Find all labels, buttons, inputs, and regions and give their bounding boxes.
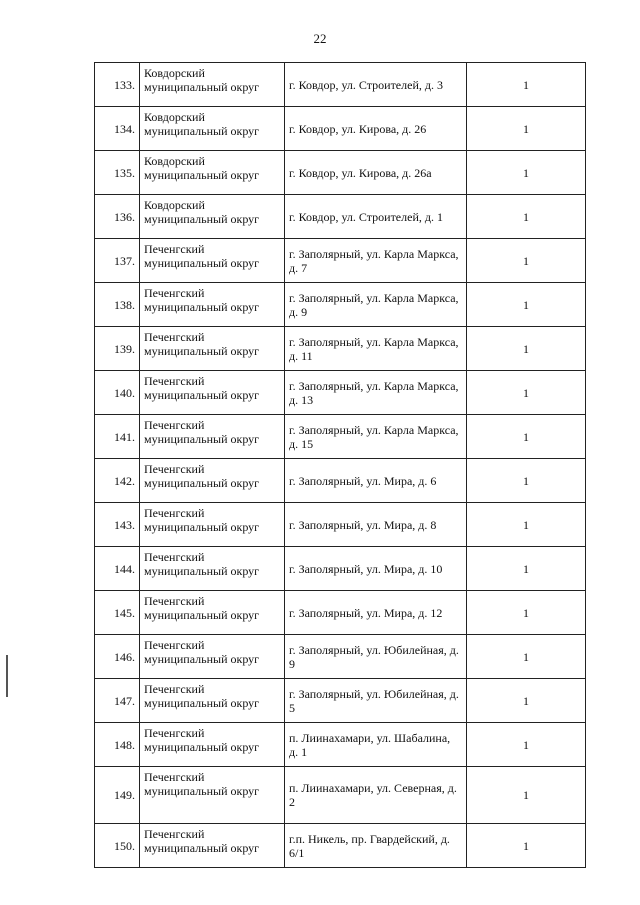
quantity-cell: 1: [467, 503, 586, 547]
row-number: 147.: [95, 679, 140, 723]
quantity-cell: 1: [467, 459, 586, 503]
district-cell: Печенгский муниципальный округ: [140, 591, 285, 635]
row-number: 140.: [95, 371, 140, 415]
address-cell: г.п. Никель, пр. Гвардейский, д. 6/1: [285, 824, 467, 868]
table-row: [95, 547, 586, 591]
page-number: 22: [313, 31, 327, 46]
table-row: [95, 767, 586, 824]
quantity-cell: 1: [467, 107, 586, 151]
quantity-cell: 1: [467, 635, 586, 679]
address-cell: г. Ковдор, ул. Строителей, д. 1: [285, 195, 467, 239]
table-row: [95, 195, 586, 239]
quantity-cell: 1: [467, 239, 586, 283]
district-cell: Печенгский муниципальный округ: [140, 239, 285, 283]
address-cell: г. Ковдор, ул. Кирова, д. 26: [285, 107, 467, 151]
quantity-cell: 1: [467, 824, 586, 868]
district-cell: Ковдорский муниципальный округ: [140, 63, 285, 107]
quantity-cell: 1: [467, 415, 586, 459]
quantity-cell: 1: [467, 371, 586, 415]
district-cell: Печенгский муниципальный округ: [140, 327, 285, 371]
quantity-cell: 1: [467, 591, 586, 635]
district-cell: Печенгский муниципальный округ: [140, 283, 285, 327]
row-number: 145.: [95, 591, 140, 635]
district-cell: Печенгский муниципальный округ: [140, 723, 285, 767]
table-row: [95, 459, 586, 503]
table-row: [95, 415, 586, 459]
table-row: [95, 63, 586, 107]
address-cell: г. Заполярный, ул. Карла Маркса, д. 7: [285, 239, 467, 283]
address-cell: г. Заполярный, ул. Мира, д. 10: [285, 547, 467, 591]
district-cell: Печенгский муниципальный округ: [140, 824, 285, 868]
table-row: [95, 503, 586, 547]
quantity-cell: 1: [467, 151, 586, 195]
address-cell: г. Заполярный, ул. Карла Маркса, д. 13: [285, 371, 467, 415]
row-number: 133.: [95, 63, 140, 107]
address-cell: г. Заполярный, ул. Мира, д. 12: [285, 591, 467, 635]
address-cell: г. Заполярный, ул. Карла Маркса, д. 9: [285, 283, 467, 327]
row-number: 150.: [95, 824, 140, 868]
quantity-cell: 1: [467, 767, 586, 824]
row-number: 134.: [95, 107, 140, 151]
quantity-cell: 1: [467, 63, 586, 107]
address-cell: г. Заполярный, ул. Карла Маркса, д. 11: [285, 327, 467, 371]
district-cell: Печенгский муниципальный округ: [140, 459, 285, 503]
row-number: 137.: [95, 239, 140, 283]
row-number: 141.: [95, 415, 140, 459]
address-cell: п. Лиинахамари, ул. Шабалина, д. 1: [285, 723, 467, 767]
row-number: 146.: [95, 635, 140, 679]
quantity-cell: 1: [467, 195, 586, 239]
row-number: 139.: [95, 327, 140, 371]
district-cell: Печенгский муниципальный округ: [140, 547, 285, 591]
address-cell: г. Ковдор, ул. Строителей, д. 3: [285, 63, 467, 107]
address-cell: п. Лиинахамари, ул. Северная, д. 2: [285, 767, 467, 824]
district-cell: Ковдорский муниципальный округ: [140, 195, 285, 239]
table-row: [95, 327, 586, 371]
row-number: 135.: [95, 151, 140, 195]
address-cell: г. Заполярный, ул. Юбилейная, д. 9: [285, 635, 467, 679]
district-cell: Печенгский муниципальный округ: [140, 767, 285, 824]
quantity-cell: 1: [467, 327, 586, 371]
district-cell: Печенгский муниципальный округ: [140, 371, 285, 415]
address-cell: г. Заполярный, ул. Мира, д. 6: [285, 459, 467, 503]
district-cell: Печенгский муниципальный округ: [140, 635, 285, 679]
table-row: [95, 723, 586, 767]
row-number: 143.: [95, 503, 140, 547]
row-number: 138.: [95, 283, 140, 327]
address-table: [94, 62, 586, 868]
district-cell: Печенгский муниципальный округ: [140, 503, 285, 547]
quantity-cell: 1: [467, 723, 586, 767]
address-cell: г. Заполярный, ул. Юбилейная, д. 5: [285, 679, 467, 723]
address-cell: г. Ковдор, ул. Кирова, д. 26а: [285, 151, 467, 195]
table-row: [95, 371, 586, 415]
district-cell: Печенгский муниципальный округ: [140, 679, 285, 723]
row-number: 149.: [95, 767, 140, 824]
table-row: [95, 107, 586, 151]
table-row: [95, 283, 586, 327]
quantity-cell: 1: [467, 283, 586, 327]
table-row: [95, 239, 586, 283]
row-number: 148.: [95, 723, 140, 767]
address-cell: г. Заполярный, ул. Карла Маркса, д. 15: [285, 415, 467, 459]
quantity-cell: 1: [467, 679, 586, 723]
row-number: 144.: [95, 547, 140, 591]
district-cell: Ковдорский муниципальный округ: [140, 151, 285, 195]
district-cell: Печенгский муниципальный округ: [140, 415, 285, 459]
quantity-cell: 1: [467, 547, 586, 591]
scan-margin-mark: [6, 655, 8, 697]
table-row: [95, 635, 586, 679]
table-row: [95, 824, 586, 868]
address-cell: г. Заполярный, ул. Мира, д. 8: [285, 503, 467, 547]
row-number: 136.: [95, 195, 140, 239]
table-row: [95, 679, 586, 723]
row-number: 142.: [95, 459, 140, 503]
table-row: [95, 151, 586, 195]
table-row: [95, 591, 586, 635]
district-cell: Ковдорский муниципальный округ: [140, 107, 285, 151]
